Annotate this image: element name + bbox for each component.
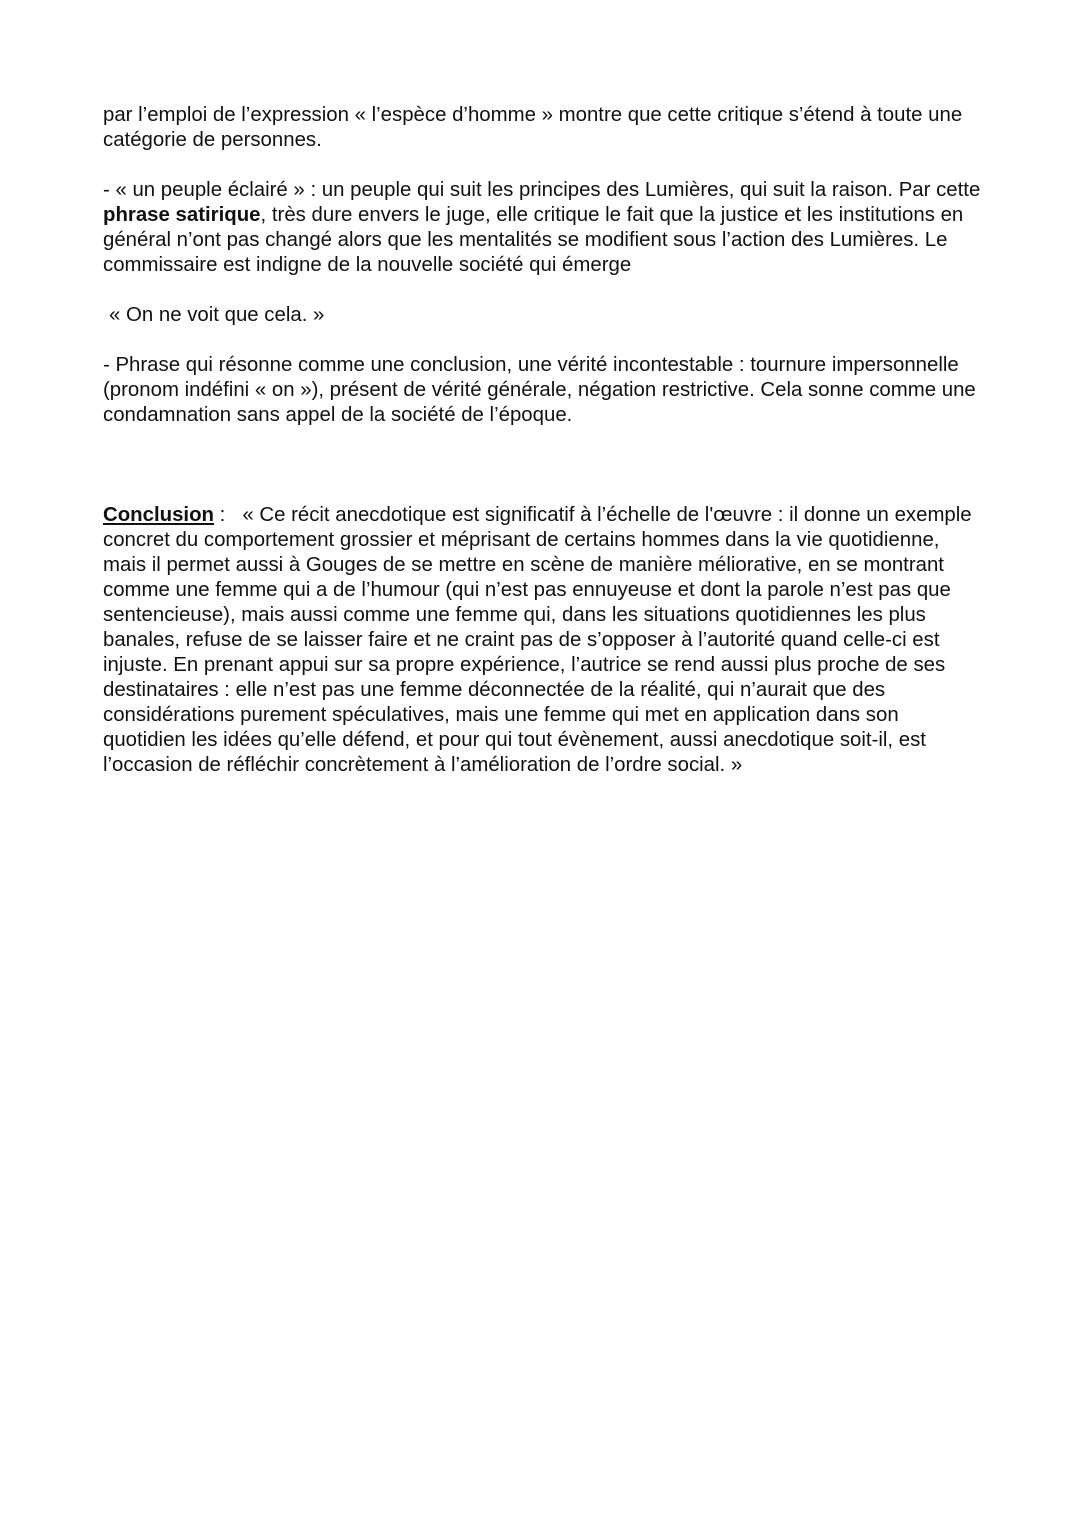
quote-text: « On ne voit que cela. » xyxy=(109,304,325,326)
paragraph-espece-homme xyxy=(103,103,983,153)
bold-term: phrase satirique xyxy=(103,204,261,226)
conclusion-paragraph xyxy=(103,503,983,778)
paragraph-lead-text: - « un peuple éclairé » : un peuple qui suit les principes des Lumières, qui suit la raison. Par cette xyxy=(103,179,981,201)
conclusion-heading: Conclusion xyxy=(103,504,215,526)
paragraph-peuple-eclaire xyxy=(103,178,983,278)
conclusion-separator: : xyxy=(214,504,243,526)
quote-on-ne-voit xyxy=(103,303,983,328)
paragraph-text: par l’emploi de l’expression « l’espèce d’homme » montre que cette critique s’étend à toute une catégorie de personnes. xyxy=(103,104,963,151)
conclusion-text: « Ce récit anecdotique est significatif à l’échelle de l'œuvre : il donne un exemple concret du comportement grossier et méprisant de certains hommes dans la vie quotidienne, mais il permet aussi à Gouges de se mettre en scène de manière méliorative, en se montrant comme une femme qui a de l’humour (qui n’est pas ennuyeuse et dont la parole n’est pas que sentencieuse), mais aussi comme une femme qui, dans les situations quotidiennes les plus banales, refuse de se laisser faire et ne craint pas de s’opposer à l’autorité quand celle-ci est injuste. En prenant appui sur sa propre expérience, l’autrice se rend aussi plus proche de ses destinataires : elle n’est pas une femme déconnectée de la réalité, qui n’aurait que des considérations purement spéculatives, mais une femme qui met en application dans son quotidien les idées qu’elle défend, et pour qui tout évènement, aussi anecdotique soit-il, est l’occasion de réfléchir concrètement à l’amélioration de l’ordre social. » xyxy=(103,504,972,776)
paragraph-phrase-resonne xyxy=(103,353,983,428)
document-page xyxy=(103,103,983,778)
paragraph-text: - Phrase qui résonne comme une conclusion, une vérité incontestable : tournure impersonnelle (pronom indéfini « on »), présent de vérité générale, négation restrictive. Cela sonne comme une condamnation sans appel de la société de l’époque. xyxy=(103,354,976,426)
paragraph-tail-text: , très dure envers le juge, elle critique le fait que la justice et les institutions en général n’ont pas changé alors que les mentalités se modifient sous l’action des Lumières. Le commissaire est indigne de la nouvelle société qui émerge xyxy=(103,204,964,276)
